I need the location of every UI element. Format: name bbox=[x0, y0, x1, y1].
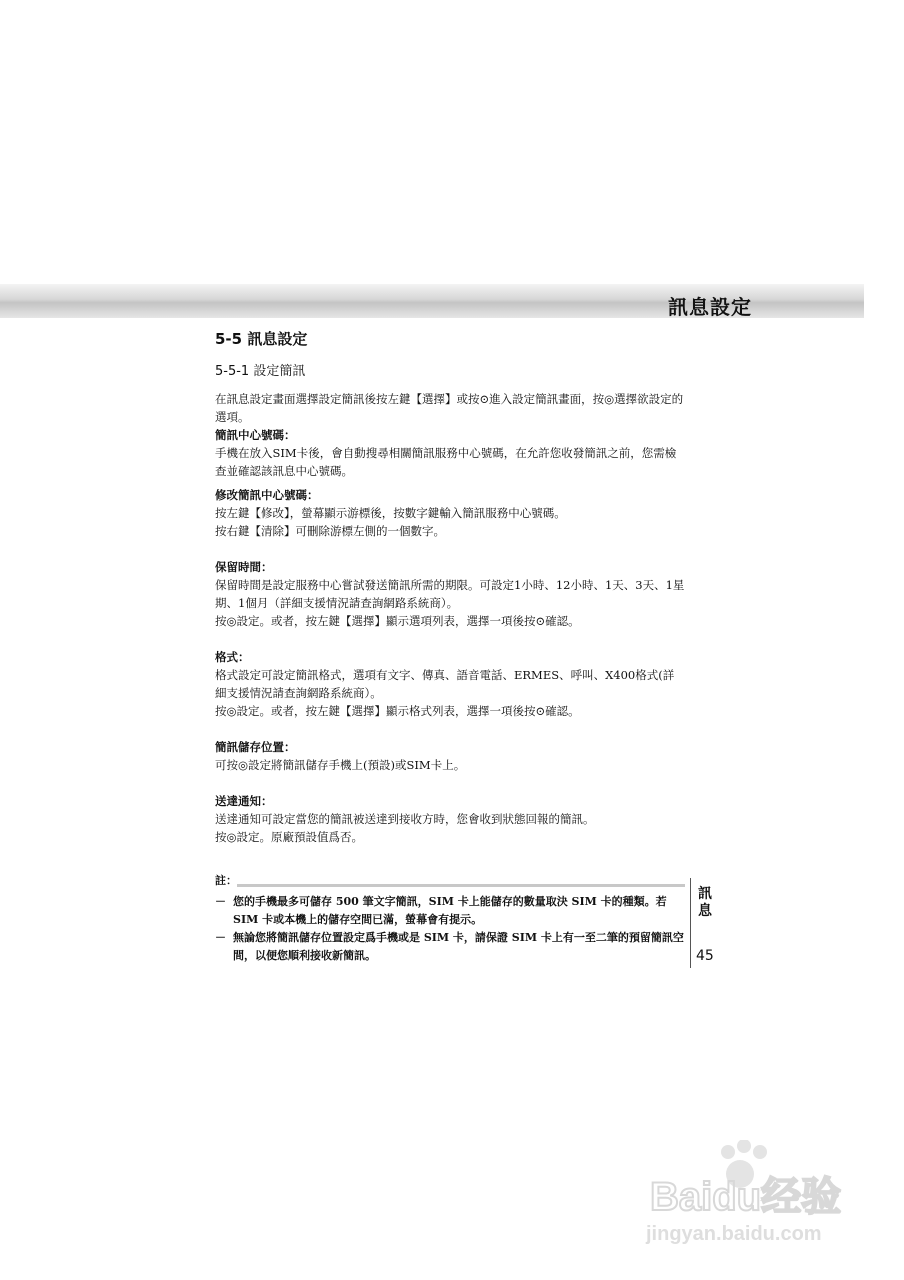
block-heading: 保留時間： bbox=[215, 560, 273, 574]
block-line: 按左鍵【修改】，螢幕顯示游標後，按數字鍵輸入簡訊服務中心號碼。 bbox=[215, 506, 566, 520]
block-heading: 送達通知： bbox=[215, 794, 273, 808]
baidu-watermark bbox=[640, 1140, 880, 1250]
note-item-text: 無論您將簡訊儲存位置設定爲手機或是 SIM 卡，請保證 SIM 卡上有一至二筆的預留簡訊空間，以便您順利接收新簡訊。 bbox=[233, 931, 684, 962]
block-line: 可按◎設定將簡訊儲存手機上(預設)或SIM卡上。 bbox=[215, 758, 466, 772]
note-section bbox=[215, 872, 685, 965]
block-heading: 簡訊中心號碼： bbox=[215, 428, 296, 442]
intro-paragraph: 在訊息設定畫面選擇設定簡訊後按左鍵【選擇】或按⊙進入設定簡訊畫面，按◎選擇欲設定的選項。 bbox=[215, 392, 684, 424]
section-title: 5-5 訊息設定 bbox=[215, 330, 308, 348]
block-heading: 簡訊儲存位置： bbox=[215, 740, 296, 754]
block-validity bbox=[215, 558, 685, 630]
note-item bbox=[215, 893, 685, 929]
block-line: 按◎設定。或者，按左鍵【選擇】顯示格式列表，選擇一項後按⊙確認。 bbox=[215, 704, 580, 718]
block-line: 按◎設定。或者，按左鍵【選擇】顯示選項列表，選擇一項後按⊙確認。 bbox=[215, 614, 580, 628]
note-label: 註： bbox=[215, 874, 237, 887]
block-delivery-report bbox=[215, 792, 685, 846]
note-item-text: 您的手機最多可儲存 500 筆文字簡訊，SIM 卡上能儲存的數量取決 SIM 卡的種類。若 SIM 卡或本機上的儲存空間已滿，螢幕會有提示。 bbox=[233, 895, 667, 926]
block-heading: 修改簡訊中心號碼： bbox=[215, 488, 319, 502]
side-tab-label: 訊息 bbox=[698, 886, 712, 919]
note-dash: － bbox=[215, 895, 226, 908]
block-line: 手機在放入SIM卡後，會自動搜尋相關簡訊服務中心號碼，在允許您收發簡訊之前，您需檢查並確認該訊息中心號碼。 bbox=[215, 446, 677, 478]
block-edit-sms-center bbox=[215, 486, 685, 540]
block-line: 按◎設定。原廠預設值爲否。 bbox=[215, 830, 364, 844]
block-line: 格式設定可設定簡訊格式，選項有文字、傳真、語音電話、ERMES、呼叫、X400格式(詳細支援情況請查詢網路系統商）。 bbox=[215, 668, 675, 700]
block-heading: 格式： bbox=[215, 650, 250, 664]
side-divider bbox=[690, 878, 691, 968]
page-header-title: 訊息設定 bbox=[668, 295, 752, 319]
block-sms-center bbox=[215, 426, 685, 480]
note-item bbox=[215, 929, 685, 965]
block-line: 按右鍵【清除】可刪除游標左側的一個數字。 bbox=[215, 524, 445, 538]
watermark-url: jingyan.baidu.com bbox=[646, 1223, 822, 1245]
main-content bbox=[215, 328, 685, 858]
block-line: 送達通知可設定當您的簡訊被送達到接收方時，您會收到狀態回報的簡訊。 bbox=[215, 812, 595, 826]
note-divider bbox=[237, 884, 685, 887]
block-line: 保留時間是設定服務中心嘗試發送簡訊所需的期限。可設定1小時、12小時、1天、3天、1星期、1個月（詳細支援情況請查詢網路系統商）。 bbox=[215, 578, 685, 610]
block-format bbox=[215, 648, 685, 720]
watermark-brand: Baidu经验 bbox=[650, 1175, 842, 1219]
note-dash: － bbox=[215, 931, 226, 944]
block-storage bbox=[215, 738, 685, 774]
subsection-title: 5-5-1 設定簡訊 bbox=[215, 364, 306, 379]
page-number: 45 bbox=[696, 948, 714, 964]
